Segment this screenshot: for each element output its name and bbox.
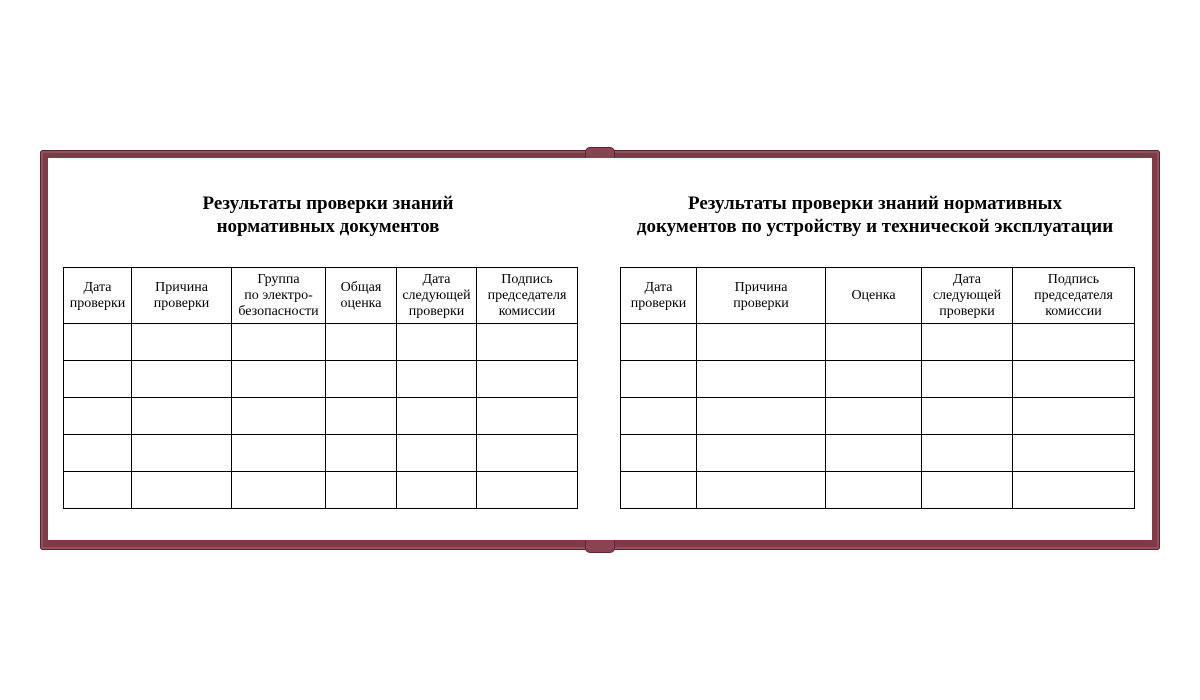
cover-hinge-bottom — [586, 538, 614, 552]
table-cell[interactable] — [397, 398, 477, 435]
header-cell-next-date: Дата следующей проверки — [397, 268, 477, 324]
table-cell[interactable] — [326, 398, 397, 435]
table-cell[interactable] — [697, 435, 826, 472]
header-cell-signature: Подпись председателя комиссии — [1013, 268, 1135, 324]
table-cell[interactable] — [397, 472, 477, 509]
table-cell[interactable] — [826, 435, 922, 472]
table-cell[interactable] — [477, 398, 578, 435]
table-cell[interactable] — [477, 472, 578, 509]
table-row — [64, 435, 578, 472]
table-cell[interactable] — [477, 435, 578, 472]
table-row — [64, 324, 578, 361]
table-cell[interactable] — [326, 324, 397, 361]
header-cell-date: Дата проверки — [64, 268, 132, 324]
right-title-line2: документов по устройству и технической эксплуатации — [636, 216, 1114, 237]
table-row — [621, 324, 1135, 361]
header-cell-overall-grade: Общая оценка — [326, 268, 397, 324]
header-cell-next-date: Дата следующей проверки — [922, 268, 1013, 324]
table-cell[interactable] — [232, 435, 326, 472]
table-cell[interactable] — [132, 324, 232, 361]
header-cell-date: Дата проверки — [621, 268, 697, 324]
table-cell[interactable] — [922, 435, 1013, 472]
table-cell[interactable] — [64, 472, 132, 509]
table-cell[interactable] — [697, 398, 826, 435]
table-row — [621, 361, 1135, 398]
table-cell[interactable] — [132, 472, 232, 509]
table-cell[interactable] — [922, 361, 1013, 398]
table-cell[interactable] — [232, 324, 326, 361]
table-cell[interactable] — [232, 361, 326, 398]
table-cell[interactable] — [922, 472, 1013, 509]
table-cell[interactable] — [232, 472, 326, 509]
table-header-row — [621, 268, 1135, 324]
table-cell[interactable] — [621, 361, 697, 398]
table-cell[interactable] — [697, 361, 826, 398]
table-cell[interactable] — [826, 398, 922, 435]
table-row — [64, 398, 578, 435]
right-page-title — [620, 192, 1130, 238]
table-cell[interactable] — [621, 435, 697, 472]
table-cell[interactable] — [232, 398, 326, 435]
table-cell[interactable] — [64, 361, 132, 398]
table-cell[interactable] — [1013, 472, 1135, 509]
table-row — [621, 398, 1135, 435]
right-title-line1: Результаты проверки знаний нормативных — [687, 193, 1063, 214]
table-cell[interactable] — [132, 361, 232, 398]
header-cell-grade: Оценка — [826, 268, 922, 324]
table-row — [621, 435, 1135, 472]
table-cell[interactable] — [1013, 324, 1135, 361]
right-page — [600, 158, 1152, 540]
header-cell-reason: Причина проверки — [132, 268, 232, 324]
table-cell[interactable] — [1013, 361, 1135, 398]
booklet-spread — [48, 158, 1152, 540]
header-cell-reason: Причина проверки — [697, 268, 826, 324]
table-cell[interactable] — [922, 324, 1013, 361]
table-cell[interactable] — [826, 472, 922, 509]
table-cell[interactable] — [64, 435, 132, 472]
table-cell[interactable] — [397, 361, 477, 398]
left-page — [48, 158, 600, 540]
table-cell[interactable] — [326, 435, 397, 472]
header-cell-signature: Подпись председателя комиссии — [477, 268, 578, 324]
table-cell[interactable] — [621, 324, 697, 361]
table-cell[interactable] — [64, 398, 132, 435]
table-cell[interactable] — [477, 324, 578, 361]
table-header-row — [64, 268, 578, 324]
table-cell[interactable] — [1013, 398, 1135, 435]
table-cell[interactable] — [621, 472, 697, 509]
table-cell[interactable] — [132, 435, 232, 472]
table-cell[interactable] — [477, 361, 578, 398]
table-cell[interactable] — [397, 435, 477, 472]
table-row — [64, 472, 578, 509]
table-row — [621, 472, 1135, 509]
right-results-table — [620, 267, 1135, 509]
table-cell[interactable] — [326, 361, 397, 398]
left-results-table — [63, 267, 578, 509]
table-cell[interactable] — [697, 472, 826, 509]
table-cell[interactable] — [64, 324, 132, 361]
table-cell[interactable] — [826, 324, 922, 361]
left-page-title — [108, 192, 548, 238]
left-title-line1: Результаты проверки знаний — [202, 193, 454, 214]
left-title-line2: нормативных документов — [216, 216, 440, 237]
table-cell[interactable] — [326, 472, 397, 509]
header-cell-safety-group: Группа по электро- безопасности — [232, 268, 326, 324]
table-cell[interactable] — [1013, 435, 1135, 472]
table-cell[interactable] — [922, 398, 1013, 435]
table-cell[interactable] — [621, 398, 697, 435]
table-cell[interactable] — [132, 398, 232, 435]
table-cell[interactable] — [697, 324, 826, 361]
table-row — [64, 361, 578, 398]
table-cell[interactable] — [826, 361, 922, 398]
table-cell[interactable] — [397, 324, 477, 361]
